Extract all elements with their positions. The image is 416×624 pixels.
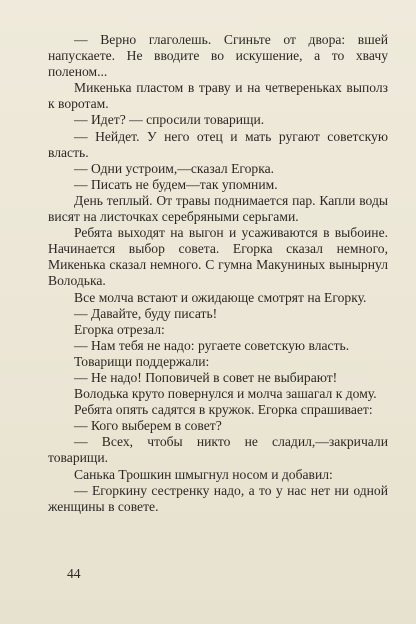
paragraph: Егорка отрезал: <box>74 321 165 337</box>
paragraph: Ребята выходят на выгон и усаживаются в выбоине. Начинается выбор совета. Егорка сказал немного, Микенька сказал немного. С гумна Макуниных вынырнул Володька. <box>48 225 388 289</box>
paragraph: — Нейдет. У него отец и мать ругают советскую власть. <box>48 128 388 160</box>
paragraph: — Не надо! Поповичей в совет не выбирают! <box>74 369 338 385</box>
paragraph: — Давайте, буду писать! <box>74 305 218 321</box>
paragraph: Товарищи поддержали: <box>74 353 210 369</box>
paragraph: — Егоркину сестренку надо, а то у нас нет ни одной женщины в совете. <box>48 482 388 514</box>
paragraph: Санька Трошкин шмыгнул носом и добавил: <box>74 466 333 482</box>
page-number: 44 <box>67 566 81 581</box>
paragraph: — Кого выберем в совет? <box>74 418 222 434</box>
page-text <box>48 32 388 515</box>
paragraph: Володька круто повернулся и молча зашагал к дому. <box>74 386 377 402</box>
paragraph: — Идет? — спросили товарищи. <box>74 112 265 128</box>
paragraph: — Писать не будем—так упомним. <box>74 176 278 192</box>
paragraph: — Нам тебя не надо: ругаете советскую власть. <box>74 337 350 353</box>
paragraph: Ребята опять садятся в кружок. Егорка спрашивает: <box>74 402 373 418</box>
paragraph: Микенька пластом в траву и на четвереньках выполз к воротам. <box>48 80 388 112</box>
paragraph: — Всех, чтобы никто не сладил,—закричали товарищи. <box>48 434 388 466</box>
paragraph: Все молча встают и ожидающе смотрят на Егорку. <box>74 289 367 305</box>
paragraph: День теплый. От травы поднимается пар. Капли воды висят на листочках серебряными серьгами. <box>48 192 388 225</box>
paragraph: — Верно глаголешь. Сгиньте от двора: вшей напускаете. Не вводите во искушение, а то хвачу поленом... <box>48 32 388 80</box>
paragraph: — Одни устроим,—сказал Егорка. <box>74 160 275 176</box>
